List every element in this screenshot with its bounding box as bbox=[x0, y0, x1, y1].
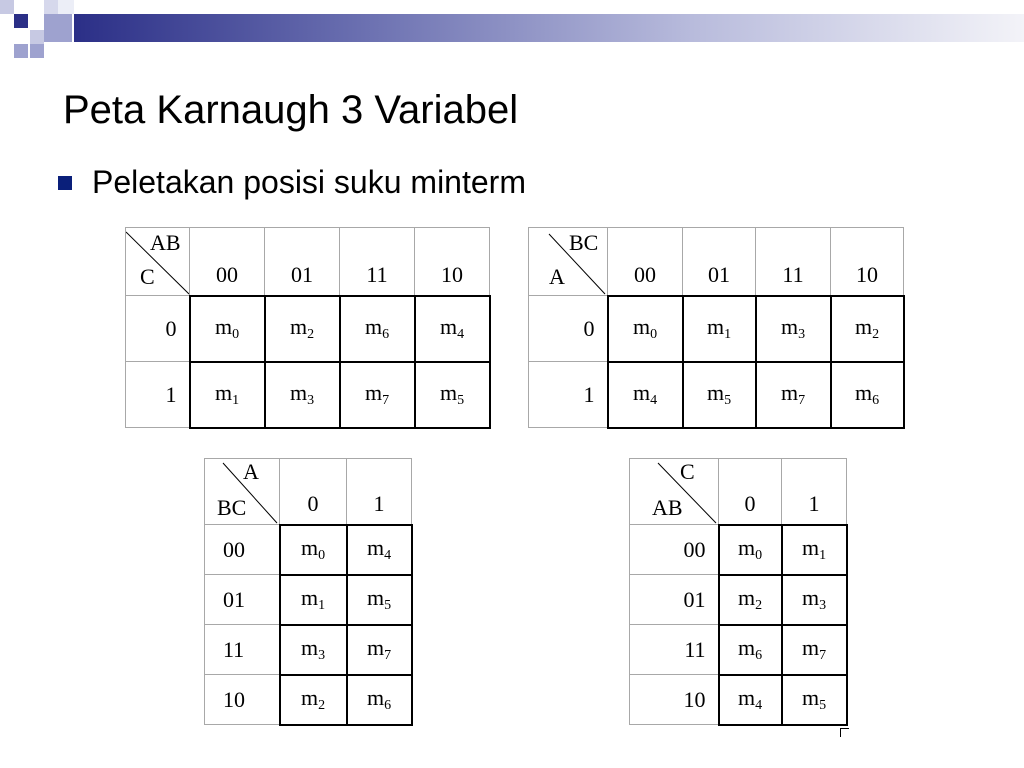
row-header: 0 bbox=[126, 296, 190, 362]
minterm-cell bbox=[280, 525, 347, 575]
minterm-base: m bbox=[737, 535, 756, 560]
minterm-index: 1 bbox=[819, 548, 827, 563]
minterm-base: m bbox=[364, 314, 383, 339]
minterm-index: 5 bbox=[819, 698, 827, 713]
minterm-base: m bbox=[632, 314, 651, 339]
minterm-base: m bbox=[801, 535, 820, 560]
minterm-base: m bbox=[366, 535, 385, 560]
kmap-a-bc bbox=[204, 458, 413, 726]
minterm-index: 4 bbox=[650, 393, 658, 408]
minterm-cell bbox=[415, 362, 490, 428]
deco-square bbox=[30, 30, 44, 44]
minterm-cell bbox=[265, 362, 340, 428]
row-header: 01 bbox=[205, 575, 280, 625]
minterm-cell bbox=[608, 296, 683, 362]
minterm-cell bbox=[415, 296, 490, 362]
minterm-index: 5 bbox=[724, 393, 732, 408]
slide-title: Peta Karnaugh 3 Variabel bbox=[63, 88, 519, 132]
bullet-item bbox=[58, 164, 526, 201]
deco-square bbox=[44, 0, 58, 14]
minterm-cell bbox=[831, 362, 904, 428]
column-header: 0 bbox=[280, 459, 347, 525]
minterm-cell bbox=[756, 296, 831, 362]
minterm-index: 6 bbox=[382, 327, 390, 342]
minterm-cell bbox=[280, 675, 347, 725]
minterm-base: m bbox=[737, 585, 756, 610]
column-header: 11 bbox=[756, 228, 831, 296]
minterm-base: m bbox=[801, 635, 820, 660]
minterm-cell bbox=[719, 675, 782, 725]
deco-square bbox=[58, 0, 74, 14]
minterm-index: 0 bbox=[232, 327, 240, 342]
kmap-corner bbox=[126, 228, 190, 296]
minterm-base: m bbox=[289, 380, 308, 405]
minterm-cell bbox=[719, 625, 782, 675]
bullet-text: Peletakan posisi suku minterm bbox=[92, 164, 526, 200]
corner-bottom-label: C bbox=[140, 264, 155, 289]
row-header: 1 bbox=[126, 362, 190, 428]
header-gradient-bar bbox=[74, 14, 1024, 42]
corner-top-label: BC bbox=[569, 230, 599, 255]
minterm-cell bbox=[608, 362, 683, 428]
corner-bottom-label: A bbox=[549, 264, 565, 289]
row-header: 00 bbox=[205, 525, 280, 575]
minterm-cell bbox=[347, 675, 412, 725]
minterm-cell bbox=[280, 575, 347, 625]
minterm-cell bbox=[683, 362, 756, 428]
deco-square bbox=[14, 44, 28, 58]
minterm-cell bbox=[190, 296, 265, 362]
minterm-base: m bbox=[366, 685, 385, 710]
kmap-bc-a bbox=[528, 227, 905, 429]
minterm-base: m bbox=[300, 685, 319, 710]
minterm-base: m bbox=[214, 314, 233, 339]
minterm-index: 5 bbox=[457, 393, 465, 408]
column-header: 11 bbox=[340, 228, 415, 296]
row-header: 00 bbox=[630, 525, 719, 575]
deco-square bbox=[30, 44, 44, 58]
minterm-index: 3 bbox=[307, 393, 315, 408]
minterm-base: m bbox=[214, 380, 233, 405]
minterm-base: m bbox=[632, 380, 651, 405]
minterm-cell bbox=[756, 362, 831, 428]
minterm-cell bbox=[719, 575, 782, 625]
row-header: 11 bbox=[205, 625, 280, 675]
minterm-cell bbox=[831, 296, 904, 362]
minterm-base: m bbox=[706, 380, 725, 405]
minterm-base: m bbox=[300, 585, 319, 610]
corner-mark bbox=[840, 728, 849, 737]
minterm-cell bbox=[190, 362, 265, 428]
minterm-index: 6 bbox=[755, 648, 763, 663]
minterm-base: m bbox=[439, 380, 458, 405]
minterm-cell bbox=[340, 362, 415, 428]
minterm-base: m bbox=[300, 535, 319, 560]
corner-top-label: A bbox=[243, 459, 259, 484]
minterm-base: m bbox=[364, 380, 383, 405]
row-header: 10 bbox=[630, 675, 719, 725]
minterm-index: 6 bbox=[384, 698, 392, 713]
minterm-index: 7 bbox=[819, 648, 827, 663]
minterm-base: m bbox=[801, 685, 820, 710]
minterm-index: 0 bbox=[755, 548, 763, 563]
corner-bottom-label: BC bbox=[217, 495, 247, 520]
minterm-index: 1 bbox=[318, 598, 326, 613]
minterm-cell bbox=[782, 575, 847, 625]
kmap-corner bbox=[205, 459, 280, 525]
minterm-base: m bbox=[366, 585, 385, 610]
corner-bottom-label: AB bbox=[652, 495, 683, 520]
minterm-index: 2 bbox=[872, 327, 880, 342]
minterm-cell bbox=[280, 625, 347, 675]
corner-top-label: C bbox=[680, 459, 695, 484]
minterm-index: 4 bbox=[755, 698, 763, 713]
row-header: 1 bbox=[529, 362, 608, 428]
row-header: 10 bbox=[205, 675, 280, 725]
minterm-cell bbox=[683, 296, 756, 362]
minterm-base: m bbox=[737, 635, 756, 660]
minterm-index: 7 bbox=[798, 393, 806, 408]
column-header: 01 bbox=[683, 228, 756, 296]
kmap-c-ab bbox=[629, 458, 848, 726]
minterm-base: m bbox=[854, 314, 873, 339]
corner-top-label: AB bbox=[150, 230, 181, 255]
minterm-index: 0 bbox=[650, 327, 658, 342]
minterm-cell bbox=[347, 625, 412, 675]
minterm-index: 2 bbox=[755, 598, 763, 613]
minterm-cell bbox=[719, 525, 782, 575]
column-header: 10 bbox=[415, 228, 490, 296]
minterm-index: 0 bbox=[318, 548, 326, 563]
minterm-base: m bbox=[780, 380, 799, 405]
minterm-index: 3 bbox=[318, 648, 326, 663]
minterm-cell bbox=[782, 525, 847, 575]
minterm-cell bbox=[347, 525, 412, 575]
column-header: 10 bbox=[831, 228, 904, 296]
column-header: 01 bbox=[265, 228, 340, 296]
column-header: 0 bbox=[719, 459, 782, 525]
minterm-cell bbox=[782, 625, 847, 675]
row-header: 01 bbox=[630, 575, 719, 625]
column-header: 00 bbox=[608, 228, 683, 296]
minterm-index: 3 bbox=[798, 327, 806, 342]
minterm-index: 1 bbox=[724, 327, 732, 342]
minterm-base: m bbox=[439, 314, 458, 339]
minterm-index: 7 bbox=[384, 648, 392, 663]
row-header: 11 bbox=[630, 625, 719, 675]
minterm-base: m bbox=[780, 314, 799, 339]
kmap-ab-c bbox=[125, 227, 491, 429]
minterm-index: 3 bbox=[819, 598, 827, 613]
minterm-base: m bbox=[289, 314, 308, 339]
minterm-index: 4 bbox=[457, 327, 465, 342]
deco-square bbox=[44, 14, 72, 42]
deco-square bbox=[0, 0, 14, 14]
kmap-corner bbox=[529, 228, 608, 296]
minterm-cell bbox=[782, 675, 847, 725]
minterm-index: 6 bbox=[872, 393, 880, 408]
minterm-cell bbox=[265, 296, 340, 362]
minterm-base: m bbox=[366, 635, 385, 660]
deco-square bbox=[14, 14, 28, 28]
kmap-corner bbox=[630, 459, 719, 525]
minterm-base: m bbox=[854, 380, 873, 405]
bullet-square-icon bbox=[58, 176, 72, 190]
minterm-index: 5 bbox=[384, 598, 392, 613]
minterm-index: 7 bbox=[382, 393, 390, 408]
minterm-index: 4 bbox=[384, 548, 392, 563]
row-header: 0 bbox=[529, 296, 608, 362]
minterm-base: m bbox=[300, 635, 319, 660]
minterm-base: m bbox=[737, 685, 756, 710]
column-header: 1 bbox=[782, 459, 847, 525]
minterm-cell bbox=[347, 575, 412, 625]
minterm-base: m bbox=[706, 314, 725, 339]
column-header: 1 bbox=[347, 459, 412, 525]
column-header: 00 bbox=[190, 228, 265, 296]
minterm-index: 2 bbox=[318, 698, 326, 713]
minterm-base: m bbox=[801, 585, 820, 610]
minterm-index: 2 bbox=[307, 327, 315, 342]
minterm-cell bbox=[340, 296, 415, 362]
minterm-index: 1 bbox=[232, 393, 240, 408]
